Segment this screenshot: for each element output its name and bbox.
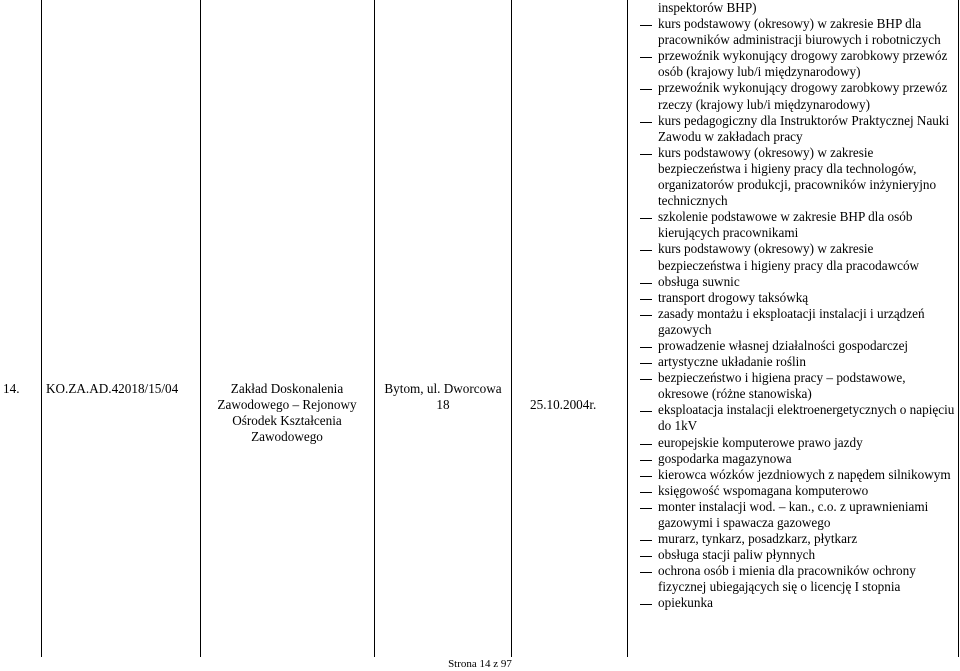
list-item: transport drogowy taksówką xyxy=(633,290,958,306)
registry-number: KO.ZA.AD.42018/15/04 xyxy=(46,381,179,396)
list-item: zasady montażu i eksploatacji instalacji i urządzeń gazowych xyxy=(633,306,958,338)
list-item: przewoźnik wykonujący drogowy zarobkowy przewóz rzeczy (krajowy lub/i międzynarodowy) xyxy=(633,80,958,112)
institution-address: Bytom, ul. Dworcowa 18 xyxy=(384,381,502,412)
list-item: monter instalacji wod. – kan., c.o. z uprawnieniami gazowymi i spawacza gazowego xyxy=(633,499,958,531)
course-list xyxy=(633,0,958,612)
list-item: kurs podstawowy (okresowy) w zakresie bezpieczeństwa i higieny pracy dla pracodawców xyxy=(633,241,958,273)
list-item: opiekunka xyxy=(633,595,958,611)
column-divider xyxy=(958,0,959,657)
column-divider xyxy=(374,0,375,657)
list-item: prowadzenie własnej działalności gospodarczej xyxy=(633,338,958,354)
list-item: gospodarka magazynowa xyxy=(633,451,958,467)
institution-name: Zakład Doskonalenia Zawodowego – Rejonowy Ośrodek Kształcenia Zawodowego xyxy=(217,381,357,444)
list-item: przewoźnik wykonujący drogowy zarobkowy przewóz osób (krajowy lub/i międzynarodowy) xyxy=(633,48,958,80)
column-divider xyxy=(511,0,512,657)
list-item: europejskie komputerowe prawo jazdy xyxy=(633,435,958,451)
column-divider xyxy=(200,0,201,657)
list-item: kurs podstawowy (okresowy) w zakresie bezpieczeństwa i higieny pracy dla technologów, organizatorów produkcji, pracowników inżynieryjno technicznych xyxy=(633,145,958,209)
column-divider xyxy=(627,0,628,657)
list-item: kurs pedagogiczny dla Instruktorów Praktycznej Nauki Zawodu w zakładach pracy xyxy=(633,113,958,145)
list-item: księgowość wspomagana komputerowo xyxy=(633,483,958,499)
list-item: bezpieczeństwo i higiena pracy – podstawowe, okresowe (różne stanowiska) xyxy=(633,370,958,402)
list-item: artystyczne układanie roślin xyxy=(633,354,958,370)
row-number: 14. xyxy=(3,381,20,396)
list-item: obsługa stacji paliw płynnych xyxy=(633,547,958,563)
course-intro: inspektorów BHP) xyxy=(658,0,757,15)
list-item: obsługa suwnic xyxy=(633,274,958,290)
registration-date: 25.10.2004r. xyxy=(530,397,597,412)
list-item: szkolenie podstawowe w zakresie BHP dla osób kierujących pracownikami xyxy=(633,209,958,241)
list-item: ochrona osób i mienia dla pracowników ochrony fizycznej ubiegających się o licencję I stopnia xyxy=(633,563,958,595)
list-item: kierowca wózków jezdniowych z napędem silnikowym xyxy=(633,467,958,483)
list-item: eksploatacja instalacji elektroenergetycznych o napięciu do 1kV xyxy=(633,402,958,434)
list-item: murarz, tynkarz, posadzkarz, płytkarz xyxy=(633,531,958,547)
column-divider xyxy=(41,0,42,657)
page-footer: Strona 14 z 97 xyxy=(448,658,512,670)
list-item: kurs podstawowy (okresowy) w zakresie BHP dla pracowników administracji biurowych i robotniczych xyxy=(633,16,958,48)
